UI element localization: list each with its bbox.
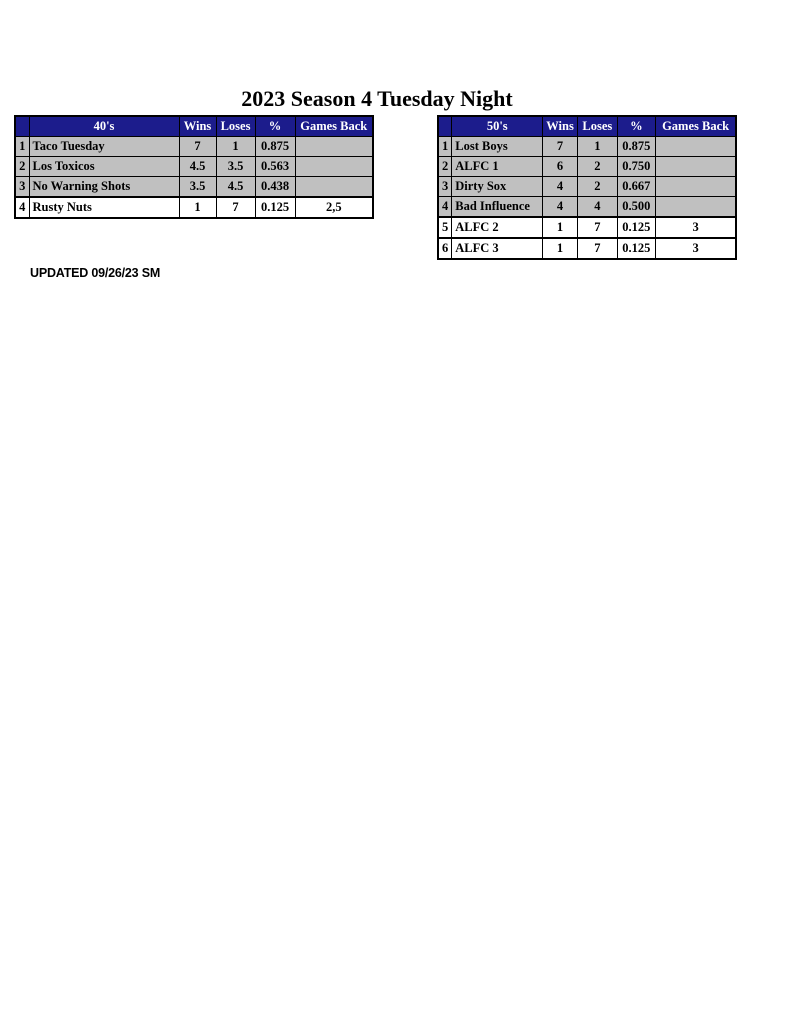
table-row bbox=[15, 197, 373, 218]
column-header-wins: Wins bbox=[179, 116, 216, 137]
team-cell: Los Toxicos bbox=[29, 157, 179, 177]
wins-cell: 4 bbox=[543, 197, 578, 218]
games-back-cell: 3 bbox=[655, 217, 736, 238]
games-back-cell bbox=[655, 177, 736, 197]
updated-note: UPDATED 09/26/23 SM bbox=[30, 266, 161, 280]
table-row bbox=[15, 177, 373, 198]
team-cell: Dirty Sox bbox=[452, 177, 543, 197]
loses-cell: 2 bbox=[577, 177, 617, 197]
rank-header-cell bbox=[15, 116, 29, 137]
rank-cell: 3 bbox=[15, 177, 29, 198]
team-cell: ALFC 1 bbox=[452, 157, 543, 177]
games-back-cell bbox=[655, 137, 736, 157]
column-header-loses: Loses bbox=[216, 116, 255, 137]
pct-cell: 0.875 bbox=[617, 137, 655, 157]
team-cell: Bad Influence bbox=[452, 197, 543, 218]
pct-cell: 0.125 bbox=[255, 197, 295, 218]
games-back-cell bbox=[655, 157, 736, 177]
team-cell: Taco Tuesday bbox=[29, 137, 179, 157]
team-cell: ALFC 2 bbox=[452, 217, 543, 238]
column-header-games-back: Games Back bbox=[295, 116, 373, 137]
page-title: 2023 Season 4 Tuesday Night bbox=[241, 85, 513, 111]
rank-cell: 4 bbox=[15, 197, 29, 218]
division-header: 50's bbox=[452, 116, 543, 137]
loses-cell: 7 bbox=[216, 197, 255, 218]
wins-cell: 1 bbox=[179, 197, 216, 218]
header-row bbox=[438, 116, 736, 137]
rank-cell: 5 bbox=[438, 217, 452, 238]
table-row bbox=[15, 157, 373, 177]
games-back-cell bbox=[295, 137, 373, 157]
table-row bbox=[15, 137, 373, 157]
loses-cell: 4.5 bbox=[216, 177, 255, 198]
table-row bbox=[438, 157, 736, 177]
games-back-cell: 2,5 bbox=[295, 197, 373, 218]
team-cell: Rusty Nuts bbox=[29, 197, 179, 218]
games-back-cell bbox=[295, 157, 373, 177]
pct-cell: 0.875 bbox=[255, 137, 295, 157]
rank-cell: 2 bbox=[438, 157, 452, 177]
standings-table-50s bbox=[437, 115, 737, 260]
standings-table-40s bbox=[14, 115, 374, 219]
games-back-cell: 3 bbox=[655, 238, 736, 259]
rank-cell: 3 bbox=[438, 177, 452, 197]
wins-cell: 1 bbox=[543, 238, 578, 259]
wins-cell: 1 bbox=[543, 217, 578, 238]
wins-cell: 7 bbox=[179, 137, 216, 157]
loses-cell: 7 bbox=[577, 217, 617, 238]
pct-cell: 0.750 bbox=[617, 157, 655, 177]
rank-cell: 1 bbox=[15, 137, 29, 157]
wins-cell: 6 bbox=[543, 157, 578, 177]
table-row bbox=[438, 238, 736, 259]
rank-header-cell bbox=[438, 116, 452, 137]
pct-cell: 0.667 bbox=[617, 177, 655, 197]
table-row bbox=[438, 217, 736, 238]
pct-cell: 0.438 bbox=[255, 177, 295, 198]
rank-cell: 4 bbox=[438, 197, 452, 218]
loses-cell: 1 bbox=[577, 137, 617, 157]
header-row bbox=[15, 116, 373, 137]
division-header: 40's bbox=[29, 116, 179, 137]
loses-cell: 4 bbox=[577, 197, 617, 218]
column-header-loses: Loses bbox=[577, 116, 617, 137]
pct-cell: 0.125 bbox=[617, 238, 655, 259]
loses-cell: 3.5 bbox=[216, 157, 255, 177]
column-header-pct: % bbox=[255, 116, 295, 137]
rank-cell: 6 bbox=[438, 238, 452, 259]
wins-cell: 7 bbox=[543, 137, 578, 157]
team-cell: ALFC 3 bbox=[452, 238, 543, 259]
column-header-games-back: Games Back bbox=[655, 116, 736, 137]
column-header-wins: Wins bbox=[543, 116, 578, 137]
table-row bbox=[438, 137, 736, 157]
loses-cell: 2 bbox=[577, 157, 617, 177]
rank-cell: 1 bbox=[438, 137, 452, 157]
loses-cell: 7 bbox=[577, 238, 617, 259]
pct-cell: 0.500 bbox=[617, 197, 655, 218]
wins-cell: 3.5 bbox=[179, 177, 216, 198]
column-header-pct: % bbox=[617, 116, 655, 137]
team-cell: No Warning Shots bbox=[29, 177, 179, 198]
table-row bbox=[438, 197, 736, 218]
wins-cell: 4.5 bbox=[179, 157, 216, 177]
table-row bbox=[438, 177, 736, 197]
pct-cell: 0.125 bbox=[617, 217, 655, 238]
team-cell: Lost Boys bbox=[452, 137, 543, 157]
games-back-cell bbox=[655, 197, 736, 218]
pct-cell: 0.563 bbox=[255, 157, 295, 177]
rank-cell: 2 bbox=[15, 157, 29, 177]
games-back-cell bbox=[295, 177, 373, 198]
wins-cell: 4 bbox=[543, 177, 578, 197]
loses-cell: 1 bbox=[216, 137, 255, 157]
